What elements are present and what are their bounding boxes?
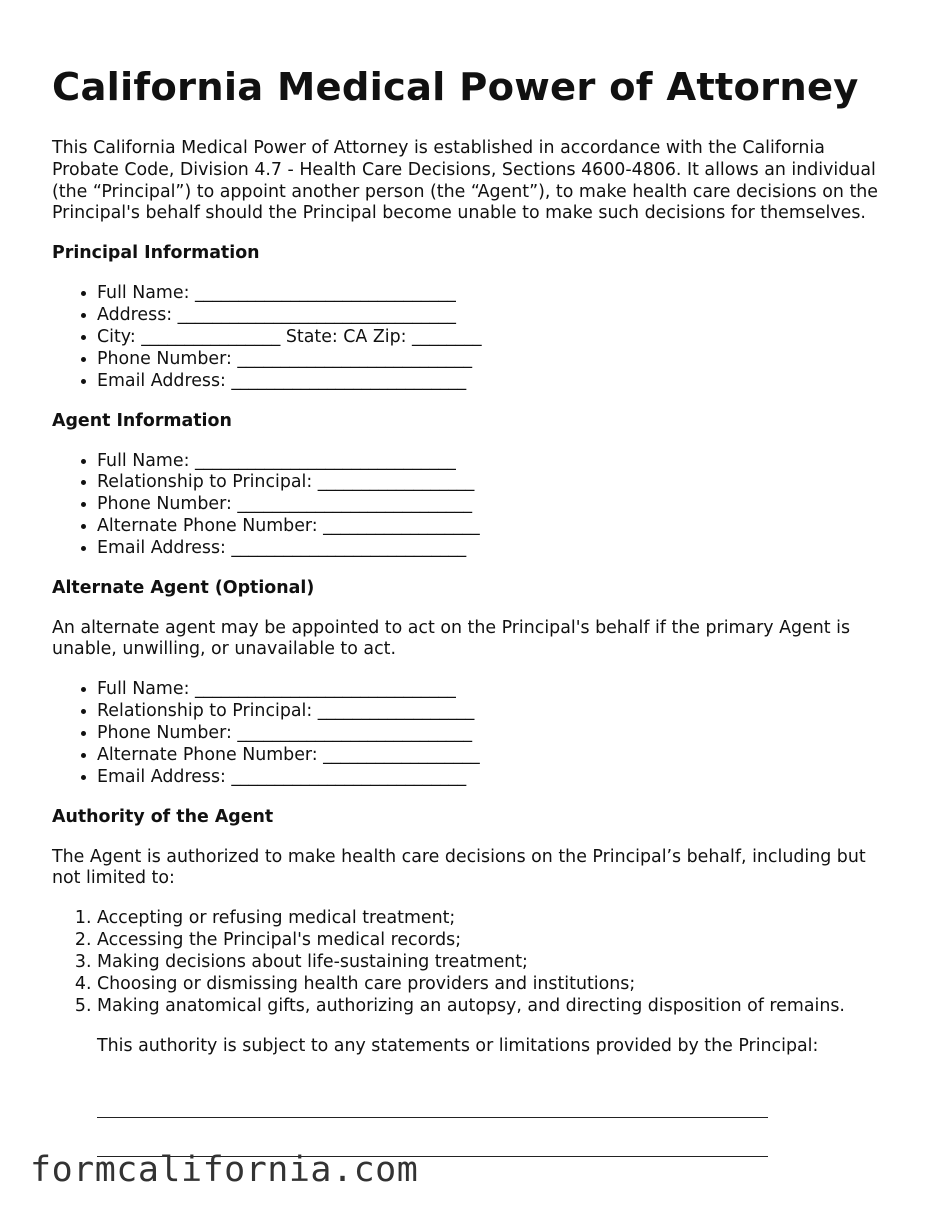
authority-item: 1. Accepting or refusing medical treatment; bbox=[97, 908, 892, 930]
agent-full-name-field[interactable]: • Full Name: ______________________________ bbox=[97, 451, 892, 473]
alternate-phone-field[interactable]: • Phone Number: ___________________________ bbox=[97, 723, 892, 745]
authority-limitation-text: This authority is subject to any statements or limitations provided by the Principal: bbox=[97, 1035, 819, 1056]
alternate-agent-fields bbox=[52, 679, 892, 788]
alternate-full-name-field[interactable]: • Full Name: ______________________________ bbox=[97, 679, 892, 701]
principal-email-field[interactable]: • Email Address: ___________________________ bbox=[97, 371, 892, 393]
document-title: California Medical Power of Attorney bbox=[52, 65, 859, 110]
authority-item: 5. Making anatomical gifts, authorizing an autopsy, and directing disposition of remains. bbox=[97, 996, 892, 1018]
intro-paragraph: This California Medical Power of Attorney is established in accordance with the California Probate Code, Division 4.7 - Health Care Decisions, Sections 4600-4806. It allows an individual (the “Principal”) to appoint another person (the “Agent”), to make health care decisions on the Principal's behalf should the Principal become unable to make such decisions for themselves. bbox=[52, 138, 878, 224]
agent-phone-field[interactable]: • Phone Number: ___________________________ bbox=[97, 494, 892, 516]
limitation-line-1[interactable] bbox=[97, 1117, 768, 1118]
principal-phone-field[interactable]: • Phone Number: ___________________________ bbox=[97, 349, 892, 371]
principal-fields bbox=[52, 283, 892, 392]
authority-list bbox=[52, 908, 892, 1017]
principal-address-field[interactable]: • Address: ________________________________ bbox=[97, 305, 892, 327]
alternate-email-field[interactable]: • Email Address: ___________________________ bbox=[97, 767, 892, 789]
authority-item: 4. Choosing or dismissing health care providers and institutions; bbox=[97, 974, 892, 996]
authority-description: The Agent is authorized to make health care decisions on the Principal’s behalf, including but not limited to: bbox=[52, 846, 866, 889]
agent-heading: Agent Information bbox=[52, 410, 232, 431]
authority-item: 2. Accessing the Principal's medical records; bbox=[97, 930, 892, 952]
principal-heading: Principal Information bbox=[52, 243, 260, 264]
watermark: formcalifornia.com bbox=[30, 1150, 419, 1190]
document-page bbox=[52, 62, 892, 1057]
principal-city-state-zip-field[interactable]: • City: ________________ State: CA Zip: ________ bbox=[97, 327, 892, 349]
authority-heading: Authority of the Agent bbox=[52, 806, 274, 827]
agent-email-field[interactable]: • Email Address: ___________________________ bbox=[97, 538, 892, 560]
authority-item: 3. Making decisions about life-sustaining treatment; bbox=[97, 952, 892, 974]
agent-fields bbox=[52, 451, 892, 560]
alternate-agent-heading: Alternate Agent (Optional) bbox=[52, 577, 315, 598]
alternate-relationship-field[interactable]: • Relationship to Principal: __________________ bbox=[97, 701, 892, 723]
agent-relationship-field[interactable]: • Relationship to Principal: __________________ bbox=[97, 472, 892, 494]
alternate-agent-description: An alternate agent may be appointed to act on the Principal's behalf if the primary Agent is unable, unwilling, or unavailable to act. bbox=[52, 617, 850, 660]
agent-alternate-phone-field[interactable]: • Alternate Phone Number: __________________ bbox=[97, 516, 892, 538]
alternate-alternate-phone-field[interactable]: • Alternate Phone Number: __________________ bbox=[97, 745, 892, 767]
principal-full-name-field[interactable]: • Full Name: ______________________________ bbox=[97, 283, 892, 305]
